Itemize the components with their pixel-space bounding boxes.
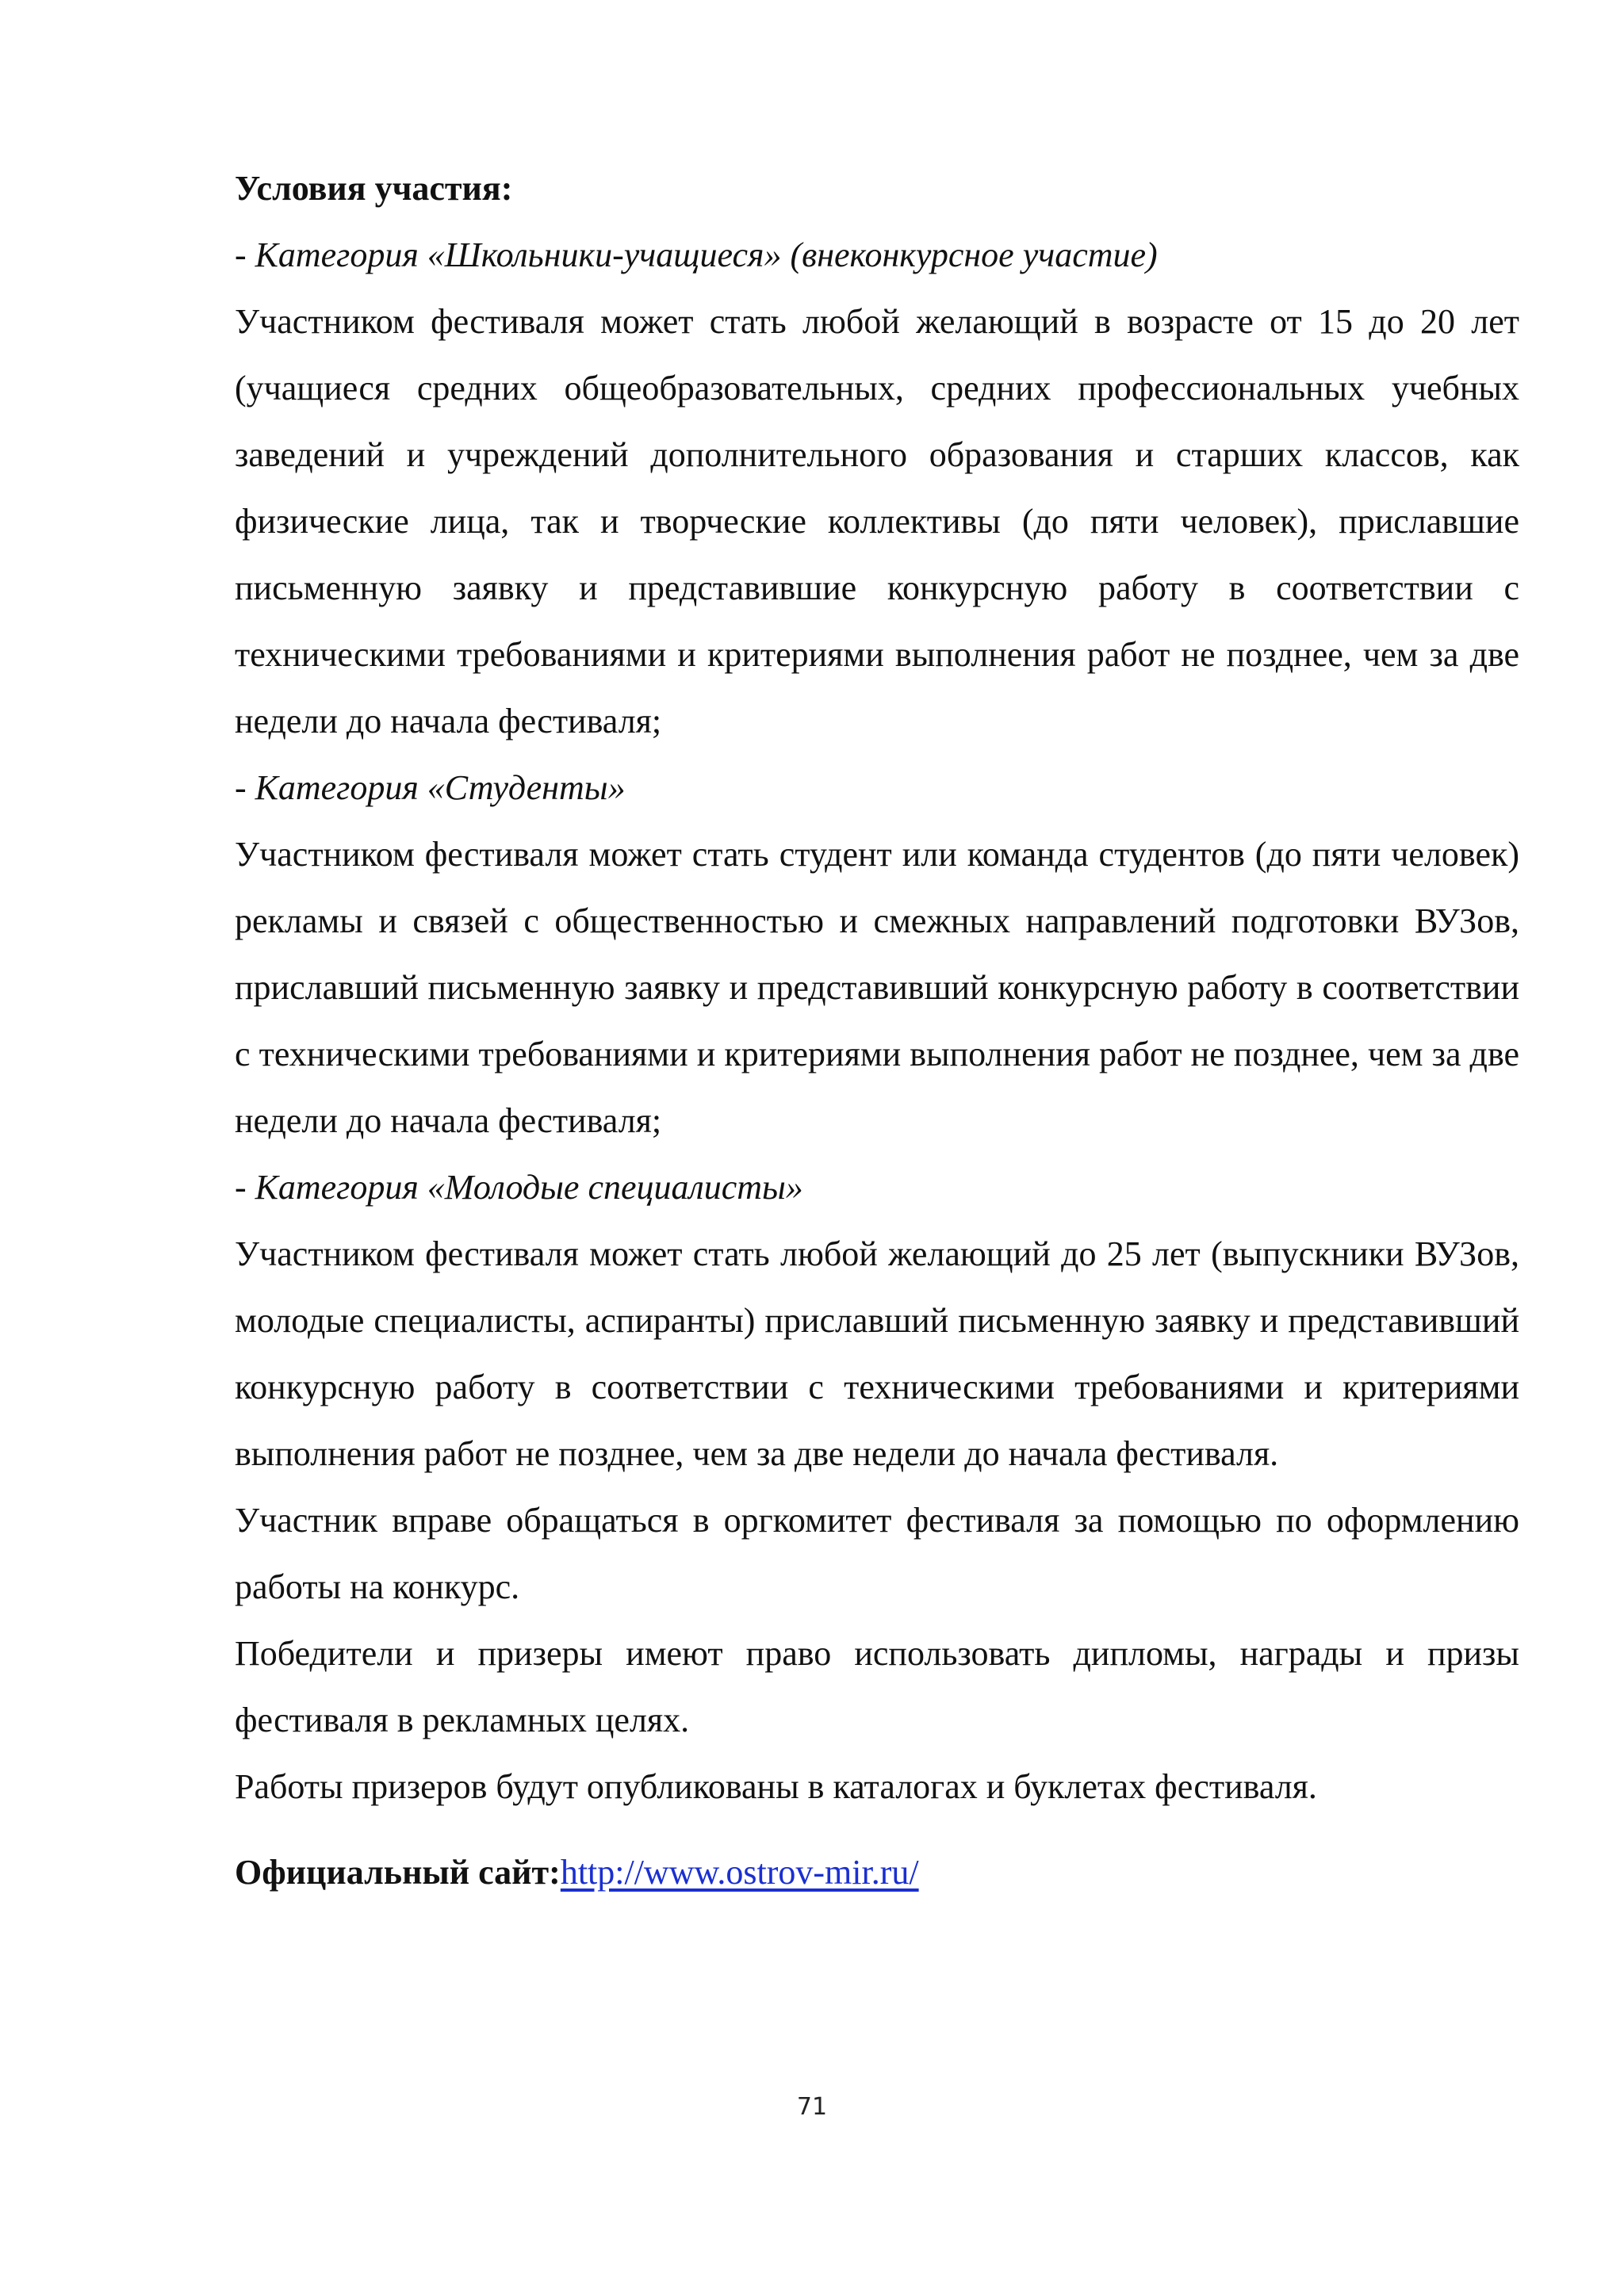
- category-schoolchildren-label: Категория «Школьники-учащиеся» (внеконкурсное участие): [255, 235, 1158, 274]
- category-dash: -: [235, 1168, 255, 1207]
- category-dash: -: [235, 235, 255, 274]
- official-site-link[interactable]: http://www.ostrov-mir.ru/: [560, 1853, 919, 1892]
- category-young-specialists-label: Категория «Молодые специалисты»: [255, 1168, 803, 1207]
- category-schoolchildren: [235, 222, 1519, 289]
- schoolchildren-paragraph: Участником фестиваля может стать любой желающий в возрасте от 15 до 20 лет (учащиеся средних общеобразовательных, средних профессиональных учебных заведений и учреждений дополнительного образования и старших классов, как физические лица, так и творческие коллективы (до пяти человек), приславшие письменную заявку и представившие конкурсную работу в соответствии с техническими требованиями и критериями выполнения работ не позднее, чем за две недели до начала фестиваля;: [235, 302, 1519, 740]
- official-site-line: [235, 1839, 1519, 1906]
- winners-rights-paragraph: Победители и призеры имеют право использовать дипломы, награды и призы фестиваля в рекламных целях.: [235, 1634, 1519, 1739]
- category-young-specialists: [235, 1154, 1519, 1221]
- students-paragraph: Участником фестиваля может стать студент или команда студентов (до пяти человек) рекламы и связей с общественностью и смежных направлений подготовки ВУЗов, приславший письменную заявку и представивший конкурсную работу в соответствии с техническими требованиями и критериями выполнения работ не позднее, чем за две недели до начала фестиваля;: [235, 835, 1519, 1140]
- category-students: [235, 755, 1519, 821]
- page-number: 71: [796, 2093, 828, 2121]
- category-students-label: Категория «Студенты»: [255, 768, 626, 807]
- conditions-heading: Условия участия:: [235, 169, 513, 208]
- organizing-committee-paragraph: Участник вправе обращаться в оргкомитет фестиваля за помощью по оформлению работы на конкурс.: [235, 1501, 1519, 1606]
- publication-paragraph: Работы призеров будут опубликованы в каталогах и буклетах фестиваля.: [235, 1767, 1317, 1806]
- document-page: [235, 155, 1519, 1941]
- official-site-label: Официальный сайт:: [235, 1853, 561, 1892]
- young-specialists-paragraph: Участником фестиваля может стать любой желающий до 25 лет (выпускники ВУЗов, молодые специалисты, аспиранты) приславший письменную заявку и представивший конкурсную работу в соответствии с техническими требованиями и критериями выполнения работ не позднее, чем за две недели до начала фестиваля.: [235, 1234, 1519, 1473]
- category-dash: -: [235, 768, 255, 807]
